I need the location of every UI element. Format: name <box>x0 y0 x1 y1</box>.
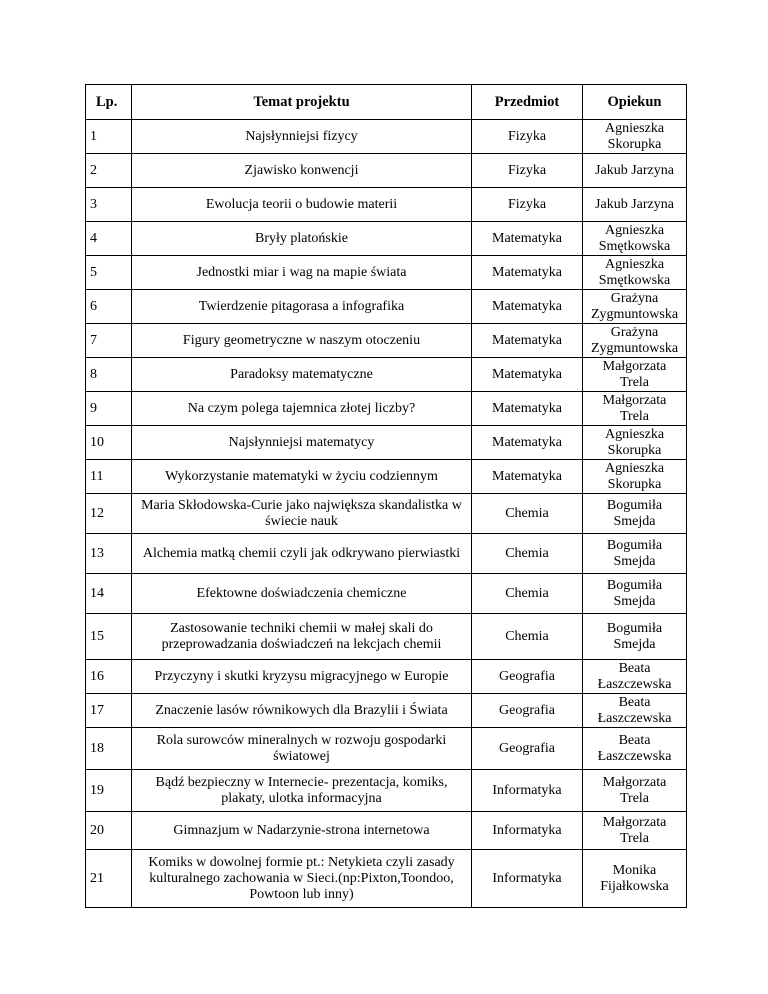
row-topic-cell: Najsłynniejsi matematycy <box>132 426 472 460</box>
table-row <box>86 660 687 694</box>
table-row <box>86 728 687 770</box>
row-subject-cell: Fizyka <box>472 188 583 222</box>
row-lp-cell: 11 <box>86 460 132 494</box>
row-subject-cell: Informatyka <box>472 812 583 850</box>
row-tutor-cell: Agnieszka Skorupka <box>583 426 687 460</box>
header-subject: Przedmiot <box>472 85 583 120</box>
row-tutor-cell: Grażyna Zygmuntowska <box>583 290 687 324</box>
row-lp-cell: 14 <box>86 574 132 614</box>
row-lp-cell: 6 <box>86 290 132 324</box>
row-tutor-cell: Monika Fijałkowska <box>583 850 687 908</box>
row-subject-cell: Chemia <box>472 574 583 614</box>
row-subject-cell: Fizyka <box>472 154 583 188</box>
table-row <box>86 426 687 460</box>
row-topic-cell: Figury geometryczne w naszym otoczeniu <box>132 324 472 358</box>
row-tutor-cell: Małgorzata Trela <box>583 358 687 392</box>
row-lp-cell: 20 <box>86 812 132 850</box>
row-subject-cell: Geografia <box>472 728 583 770</box>
row-tutor-cell: Małgorzata Trela <box>583 812 687 850</box>
row-topic-cell: Zastosowanie techniki chemii w małej skali do przeprowadzania doświadczeń na lekcjach chemii <box>132 614 472 660</box>
row-subject-cell: Informatyka <box>472 850 583 908</box>
row-lp-cell: 21 <box>86 850 132 908</box>
table-row <box>86 324 687 358</box>
table-row <box>86 188 687 222</box>
row-subject-cell: Matematyka <box>472 256 583 290</box>
row-tutor-cell: Agnieszka Smętkowska <box>583 222 687 256</box>
row-topic-cell: Najsłynniejsi fizycy <box>132 120 472 154</box>
row-topic-cell: Zjawisko konwencji <box>132 154 472 188</box>
row-subject-cell: Matematyka <box>472 460 583 494</box>
row-tutor-cell: Beata Łaszczewska <box>583 728 687 770</box>
row-tutor-cell: Agnieszka Skorupka <box>583 120 687 154</box>
row-topic-cell: Maria Skłodowska-Curie jako największa skandalistka w świecie nauk <box>132 494 472 534</box>
row-topic-cell: Alchemia matką chemii czyli jak odkrywano pierwiastki <box>132 534 472 574</box>
row-subject-cell: Chemia <box>472 614 583 660</box>
row-lp-cell: 12 <box>86 494 132 534</box>
row-lp-cell: 15 <box>86 614 132 660</box>
row-lp-cell: 16 <box>86 660 132 694</box>
row-subject-cell: Matematyka <box>472 290 583 324</box>
row-lp-cell: 5 <box>86 256 132 290</box>
row-topic-cell: Bryły platońskie <box>132 222 472 256</box>
row-tutor-cell: Bogumiła Smejda <box>583 614 687 660</box>
row-topic-cell: Przyczyny i skutki kryzysu migracyjnego w Europie <box>132 660 472 694</box>
table-row <box>86 812 687 850</box>
row-tutor-cell: Bogumiła Smejda <box>583 574 687 614</box>
row-topic-cell: Twierdzenie pitagorasa a infografika <box>132 290 472 324</box>
row-tutor-cell: Beata Łaszczewska <box>583 660 687 694</box>
row-tutor-cell: Beata Łaszczewska <box>583 694 687 728</box>
row-topic-cell: Na czym polega tajemnica złotej liczby? <box>132 392 472 426</box>
row-lp-cell: 8 <box>86 358 132 392</box>
row-topic-cell: Wykorzystanie matematyki w życiu codziennym <box>132 460 472 494</box>
table-row <box>86 534 687 574</box>
row-subject-cell: Chemia <box>472 494 583 534</box>
row-tutor-cell: Jakub Jarzyna <box>583 154 687 188</box>
table-row <box>86 460 687 494</box>
row-tutor-cell: Agnieszka Smętkowska <box>583 256 687 290</box>
projects-table <box>85 84 687 908</box>
row-lp-cell: 4 <box>86 222 132 256</box>
header-lp: Lp. <box>86 85 132 120</box>
row-topic-cell: Znaczenie lasów równikowych dla Brazylii i Świata <box>132 694 472 728</box>
row-lp-cell: 10 <box>86 426 132 460</box>
row-subject-cell: Matematyka <box>472 324 583 358</box>
row-topic-cell: Bądź bezpieczny w Internecie- prezentacja, komiks, plakaty, ulotka informacyjna <box>132 770 472 812</box>
table-row <box>86 614 687 660</box>
row-tutor-cell: Grażyna Zygmuntowska <box>583 324 687 358</box>
table-row <box>86 494 687 534</box>
row-lp-cell: 7 <box>86 324 132 358</box>
table-row <box>86 120 687 154</box>
row-topic-cell: Efektowne doświadczenia chemiczne <box>132 574 472 614</box>
table-row <box>86 358 687 392</box>
row-topic-cell: Rola surowców mineralnych w rozwoju gospodarki światowej <box>132 728 472 770</box>
table-row <box>86 574 687 614</box>
table-row <box>86 850 687 908</box>
row-subject-cell: Matematyka <box>472 358 583 392</box>
row-tutor-cell: Jakub Jarzyna <box>583 188 687 222</box>
row-tutor-cell: Małgorzata Trela <box>583 770 687 812</box>
table-row <box>86 694 687 728</box>
row-subject-cell: Informatyka <box>472 770 583 812</box>
row-topic-cell: Jednostki miar i wag na mapie świata <box>132 256 472 290</box>
table-row <box>86 290 687 324</box>
row-lp-cell: 2 <box>86 154 132 188</box>
row-tutor-cell: Bogumiła Smejda <box>583 534 687 574</box>
row-lp-cell: 13 <box>86 534 132 574</box>
row-lp-cell: 18 <box>86 728 132 770</box>
row-lp-cell: 17 <box>86 694 132 728</box>
row-subject-cell: Geografia <box>472 694 583 728</box>
row-topic-cell: Paradoksy matematyczne <box>132 358 472 392</box>
row-topic-cell: Komiks w dowolnej formie pt.: Netykieta czyli zasady kulturalnego zachowania w Sieci.(np:Pixton,Toondoo, Powtoon lub inny) <box>132 850 472 908</box>
header-row <box>86 85 687 120</box>
row-lp-cell: 19 <box>86 770 132 812</box>
row-lp-cell: 9 <box>86 392 132 426</box>
table-row <box>86 770 687 812</box>
table-row <box>86 256 687 290</box>
header-topic: Temat projektu <box>132 85 472 120</box>
row-subject-cell: Fizyka <box>472 120 583 154</box>
row-subject-cell: Chemia <box>472 534 583 574</box>
row-tutor-cell: Bogumiła Smejda <box>583 494 687 534</box>
row-topic-cell: Ewolucja teorii o budowie materii <box>132 188 472 222</box>
table-row <box>86 222 687 256</box>
row-tutor-cell: Małgorzata Trela <box>583 392 687 426</box>
row-subject-cell: Matematyka <box>472 392 583 426</box>
row-subject-cell: Matematyka <box>472 426 583 460</box>
row-lp-cell: 1 <box>86 120 132 154</box>
row-subject-cell: Geografia <box>472 660 583 694</box>
row-topic-cell: Gimnazjum w Nadarzynie-strona internetowa <box>132 812 472 850</box>
table-row <box>86 154 687 188</box>
header-tutor: Opiekun <box>583 85 687 120</box>
row-subject-cell: Matematyka <box>472 222 583 256</box>
table-row <box>86 392 687 426</box>
row-lp-cell: 3 <box>86 188 132 222</box>
row-tutor-cell: Agnieszka Skorupka <box>583 460 687 494</box>
